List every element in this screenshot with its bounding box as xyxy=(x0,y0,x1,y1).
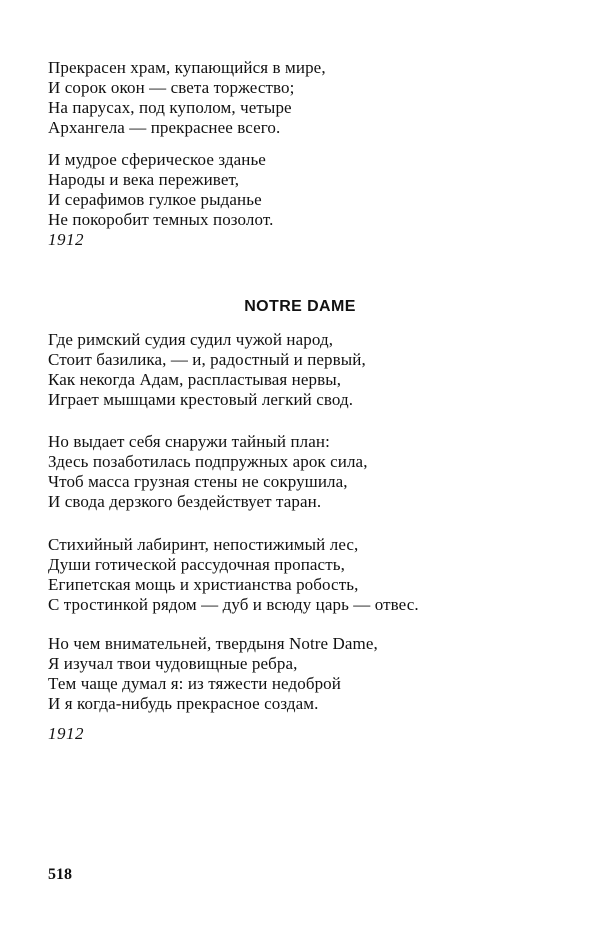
poem-line: Как некогда Адам, распластывая нервы, xyxy=(48,370,342,389)
poem2-stanza-1 xyxy=(48,330,366,410)
poem2-stanza-3 xyxy=(48,535,419,615)
poem-line: На парусах, под куполом, четыре xyxy=(48,98,292,117)
poem1-stanza-1 xyxy=(48,58,326,138)
poem-line: Играет мышцами крестовый легкий свод. xyxy=(48,390,354,409)
poem-line: И я когда-нибудь прекрасное создам. xyxy=(48,694,319,713)
poem-line: Прекрасен храм, купающийся в мире, xyxy=(48,58,326,77)
poem-line: Чтоб масса грузная стены не сокрушила, xyxy=(48,472,348,491)
poem2-stanza-4 xyxy=(48,634,378,714)
poem-line: Тем чаще думал я: из тяжести недоброй xyxy=(48,674,341,693)
poem-line: Но чем внимательней, твердыня Notre Dame, xyxy=(48,634,378,653)
poem2-date: 1912 xyxy=(48,724,84,743)
poem-line: Не покоробит темных позолот. xyxy=(48,210,274,229)
poem1-stanza-2 xyxy=(48,150,273,230)
poem-line: Где римский судия судил чужой народ, xyxy=(48,330,334,349)
poem-line: Архангела — прекраснее всего. xyxy=(48,118,281,137)
poem-line: Но выдает себя снаружи тайный план: xyxy=(48,432,330,451)
poem-line: И свода дерзкого бездействует таран. xyxy=(48,492,322,511)
poem-line: Я изучал твои чудовищные ребра, xyxy=(48,654,298,673)
poem-line: И мудрое сферическое зданье xyxy=(48,150,266,169)
page-number: 518 xyxy=(48,866,72,883)
poem-line: Стихийный лабиринт, непостижимый лес, xyxy=(48,535,359,554)
poem-line: Египетская мощь и христианства робость, xyxy=(48,575,359,594)
poem-line: И серафимов гулкое рыданье xyxy=(48,190,262,209)
poem-line: С тростинкой рядом — дуб и всюду царь — отвес. xyxy=(48,595,419,614)
poem-line: Стоит базилика, — и, радостный и первый, xyxy=(48,350,366,369)
poem2-stanza-2 xyxy=(48,432,368,512)
poem-line: Здесь позаботилась подпружных арок сила, xyxy=(48,452,368,471)
poem-line: И сорок окон — света торжество; xyxy=(48,78,295,97)
poem2-title: NOTRE DAME xyxy=(244,298,356,315)
poem-line: Души готической рассудочная пропасть, xyxy=(48,555,345,574)
poem1-date: 1912 xyxy=(48,230,84,249)
poem-line: Народы и века переживет, xyxy=(48,170,240,189)
